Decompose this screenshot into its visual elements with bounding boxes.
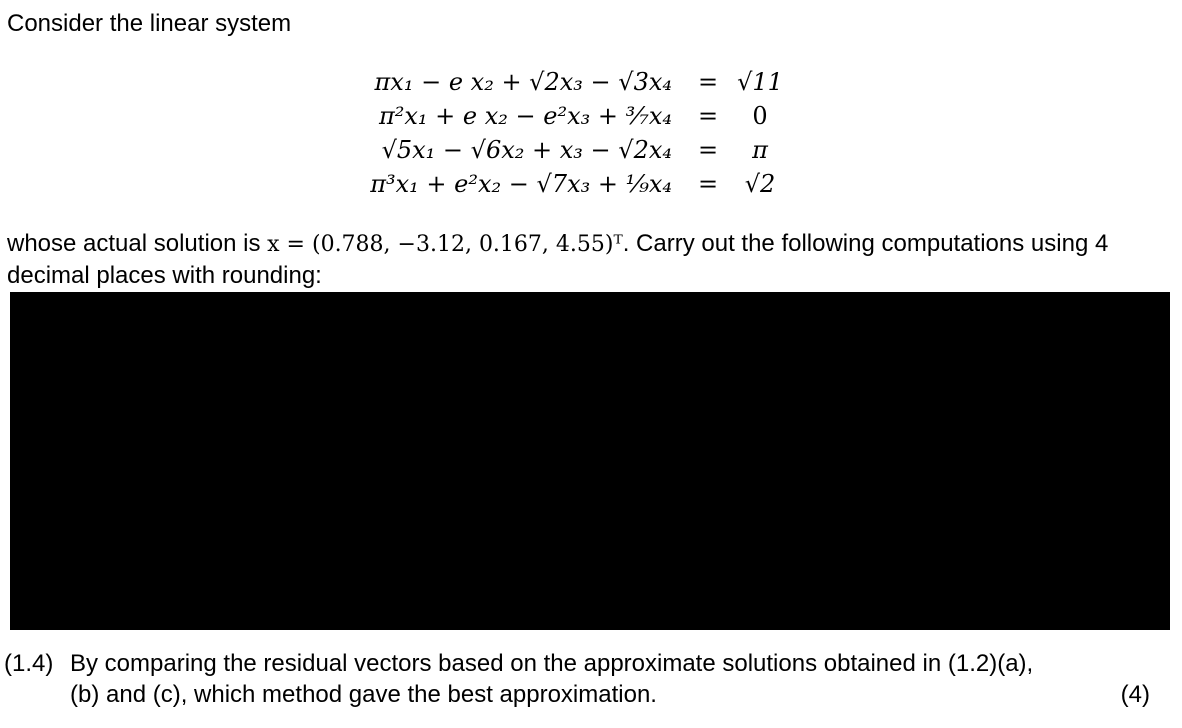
equation-rhs: √2	[744, 170, 776, 198]
equation-lhs: π²x₁ + e x₂ − e²x₃ + ³⁄₇x₄	[378, 102, 672, 130]
equation-row	[340, 66, 800, 98]
equation-rhs: √11	[737, 68, 783, 96]
question-marks: (4)	[1120, 681, 1150, 708]
equation-lhs: πx₁ − e x₂ + √2x₃ − √3x₄	[374, 68, 672, 96]
linear-system	[340, 66, 800, 202]
question-number: (1.4)	[4, 650, 54, 677]
question-text-1: By comparing the residual vectors based on the approximate solutions obtained in (1.2)(a),	[70, 650, 1034, 677]
equals-sign: =	[697, 102, 719, 130]
question-1-4	[4, 648, 1154, 710]
equation-lhs: π³x₁ + e²x₂ − √7x₃ + ¹⁄₉x₄	[370, 170, 672, 198]
equation-rhs: π	[752, 136, 768, 164]
question-line-1	[4, 648, 1150, 679]
equation-lhs: √5x₁ − √6x₂ + x₃ − √2x₄	[381, 136, 672, 164]
equation-row	[340, 134, 800, 166]
equation-rhs: 0	[752, 102, 768, 130]
question-line-2	[4, 679, 1154, 710]
solution-text-after: . Carry out the following computations using 4 decimal places with rounding:	[7, 230, 1109, 289]
intro-text: Consider the linear system	[7, 10, 292, 37]
equals-sign: =	[697, 170, 719, 198]
equals-sign: =	[697, 136, 719, 164]
equation-row	[340, 100, 800, 132]
question-text-2: (b) and (c), which method gave the best approximation.	[70, 681, 657, 708]
redacted-block	[10, 292, 1170, 630]
equation-row	[340, 168, 800, 200]
solution-text-before: whose actual solution is	[7, 230, 268, 257]
solution-paragraph	[7, 228, 1177, 291]
equals-sign: =	[697, 68, 719, 96]
solution-vector: x = (0.788, −3.12, 0.167, 4.55)ᵀ	[267, 232, 623, 257]
